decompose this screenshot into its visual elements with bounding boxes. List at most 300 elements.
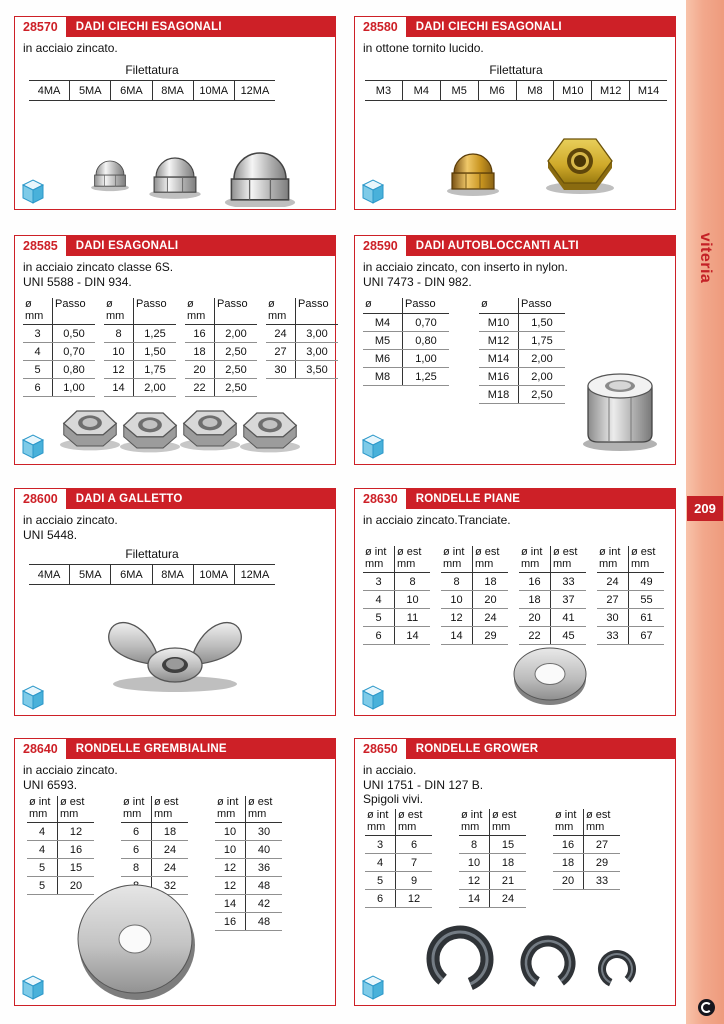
page-number-badge: 209 xyxy=(687,496,723,521)
table-cell: 14 xyxy=(215,895,246,912)
table-cell: 12MA xyxy=(240,85,270,97)
table-row xyxy=(363,368,449,386)
table-header: Filettatura xyxy=(29,547,275,565)
table-cell: 12 xyxy=(104,361,134,378)
product-description xyxy=(363,41,484,56)
table-cell: 0,70 xyxy=(415,316,437,329)
table-row xyxy=(266,343,338,361)
table-cell: 1,75 xyxy=(531,334,553,347)
table-cell: 10 xyxy=(441,591,473,608)
table-column-group xyxy=(363,298,449,404)
header-line: ø int xyxy=(555,809,577,821)
product-description xyxy=(23,41,118,56)
header-line: ø est xyxy=(398,809,423,821)
table-header-cell xyxy=(246,796,282,822)
table-cell: 16 xyxy=(69,844,83,856)
header-line: ø int xyxy=(599,546,621,558)
table-header-cell xyxy=(597,546,629,572)
table-cell: 14 xyxy=(406,630,419,642)
table-cell: 21 xyxy=(501,875,515,887)
table-cell: 3 xyxy=(23,325,53,342)
table-cell: 8MA xyxy=(153,81,194,100)
table-cell: 10MA xyxy=(194,565,235,584)
table-cell: 12 xyxy=(459,872,490,889)
product-title: RONDELLE GREMBIALINE xyxy=(75,743,227,755)
table-cell: 20 xyxy=(69,880,83,892)
table-header-cell xyxy=(363,546,395,572)
table-cell: 8 xyxy=(121,859,152,876)
table-cell: 3,00 xyxy=(306,346,328,358)
table-cell: 3,00 xyxy=(306,328,328,340)
table-cell: 2,00 xyxy=(225,328,247,340)
table-cell: 14 xyxy=(459,890,490,907)
table-header xyxy=(121,796,188,823)
header-line: ø xyxy=(268,298,275,310)
header-line: ø int xyxy=(367,809,389,821)
table-cell: 4MA xyxy=(29,81,70,100)
table-header xyxy=(363,298,449,314)
description-line: in acciaio zincato.Tranciate. xyxy=(363,513,511,527)
table-cell: 15 xyxy=(69,862,83,874)
table-column-group xyxy=(365,809,432,908)
table-cell: 4 xyxy=(23,343,53,360)
table-row xyxy=(215,859,282,877)
table-cell: 4 xyxy=(27,823,58,840)
table-header-cell xyxy=(23,298,53,324)
header-line: mm xyxy=(60,807,79,820)
table-row xyxy=(553,836,620,854)
logo-mark xyxy=(698,999,715,1016)
table-cell: 6MA xyxy=(111,81,152,100)
table-cell: 22 xyxy=(519,627,551,644)
table-cell: 24 xyxy=(266,325,296,342)
table-cell: 24 xyxy=(501,893,515,905)
header-line: ø xyxy=(187,298,194,310)
table-header-cell xyxy=(134,298,176,324)
table-cell: 0,80 xyxy=(415,334,437,347)
table-cell: 14 xyxy=(441,627,473,644)
table-cell: 12 xyxy=(215,877,246,894)
table-cell: M4 xyxy=(363,314,403,331)
fender-washer-image xyxy=(60,879,210,1004)
header-line: mm xyxy=(631,557,650,570)
table-cell: M14 xyxy=(637,85,660,97)
table-cell: 10 xyxy=(215,841,246,858)
table-row xyxy=(363,350,449,368)
description-line: in acciaio zincato. xyxy=(23,763,118,777)
table-header xyxy=(185,298,257,325)
table-row xyxy=(459,872,526,890)
table-cell: 20 xyxy=(185,361,215,378)
product-photo-lock-nut xyxy=(568,348,673,458)
header-line: ø est xyxy=(553,546,578,558)
table-header xyxy=(104,298,176,325)
table-cell: 2,00 xyxy=(531,352,553,365)
panel-dadi-ciechi-esagonali-acciaio xyxy=(14,16,336,210)
table-row xyxy=(23,325,95,343)
table-cell: 18 xyxy=(185,343,215,360)
header-line: ø int xyxy=(521,546,543,558)
panel-header xyxy=(355,739,675,759)
header-line: mm xyxy=(217,807,236,820)
product-code: 28585 xyxy=(15,236,67,256)
header-line: mm xyxy=(367,820,386,833)
product-photo-cap-nuts xyxy=(55,103,315,207)
header-line: ø est xyxy=(631,546,656,558)
product-code: 28640 xyxy=(15,739,67,759)
sidebar-category-label: viteria xyxy=(697,232,714,284)
table-cell: M10 xyxy=(479,314,519,331)
table-header-cell xyxy=(58,796,94,822)
table-cell: 1,25 xyxy=(144,328,166,340)
panel-rondelle-piane xyxy=(354,488,676,716)
table-row xyxy=(121,841,188,859)
table-cell: 36 xyxy=(257,862,271,874)
table-cell: 5 xyxy=(27,859,58,876)
product-description xyxy=(363,513,511,528)
header-line: ø xyxy=(365,298,372,310)
table-cell: 67 xyxy=(640,630,653,642)
table-header xyxy=(441,546,508,573)
table-header-cell xyxy=(215,796,246,822)
table-header-cell xyxy=(459,809,490,835)
header-line: mm xyxy=(365,557,384,570)
product-photo-hex-nuts xyxy=(50,391,300,461)
table-row xyxy=(215,841,282,859)
table-cell: 16 xyxy=(185,325,215,342)
table-header-cell xyxy=(551,546,586,572)
table-header xyxy=(365,809,432,836)
header-line: ø est xyxy=(586,809,611,821)
panel-header xyxy=(15,17,335,37)
table-cell: 22 xyxy=(185,379,215,396)
description-line: in acciaio zincato. xyxy=(23,41,118,55)
table-row xyxy=(479,386,565,404)
product-description xyxy=(23,763,118,792)
table-header xyxy=(553,809,620,836)
product-description xyxy=(23,260,173,289)
product-title: DADI CIECHI ESAGONALI xyxy=(415,21,562,33)
spring-washers-image xyxy=(405,917,655,1001)
table-cell: 33 xyxy=(562,576,575,588)
table-cell: 4MA xyxy=(29,565,70,584)
thread-size-table xyxy=(29,547,275,585)
table-row xyxy=(363,573,430,591)
table-header xyxy=(363,546,430,573)
table-cell: 6 xyxy=(410,839,418,851)
table-cell: 32 xyxy=(163,880,177,892)
description-line: in acciaio. xyxy=(363,763,417,777)
header-line: ø est xyxy=(248,796,273,808)
table-cell: 14 xyxy=(104,379,134,396)
table-cell: M5 xyxy=(363,332,403,349)
table-cell: 45 xyxy=(562,630,575,642)
table-header-cell xyxy=(519,546,551,572)
product-title: RONDELLE GROWER xyxy=(415,743,539,755)
header-line: ø int xyxy=(217,796,239,808)
table-cell: 37 xyxy=(562,594,575,606)
description-line: in acciaio zincato. xyxy=(23,513,118,527)
package-icon xyxy=(21,972,45,1000)
table-row xyxy=(363,609,430,627)
header-line: mm xyxy=(555,820,574,833)
table-cell: 30 xyxy=(597,609,629,626)
header-line: ø est xyxy=(475,546,500,558)
table-cell: 12 xyxy=(215,859,246,876)
table-cell: 5MA xyxy=(70,81,111,100)
header-line: mm xyxy=(248,807,267,820)
table-cell: 2,50 xyxy=(531,388,553,401)
table-cell: 5 xyxy=(23,361,53,378)
table-cell: 20 xyxy=(484,594,497,606)
panel-header xyxy=(355,17,675,37)
table-cell: 8 xyxy=(459,836,490,853)
panel-dadi-ciechi-esagonali-ottone xyxy=(354,16,676,210)
table-header-cell xyxy=(215,298,257,324)
table-cell: 18 xyxy=(163,826,177,838)
table-header xyxy=(266,298,338,325)
header-line: ø xyxy=(25,298,32,310)
table-header-cell xyxy=(365,809,396,835)
product-photo-spring-washers xyxy=(405,917,655,1001)
table-row xyxy=(553,872,620,890)
table-column-group xyxy=(597,546,664,645)
brass-nuts-image xyxy=(415,117,645,207)
product-photo-wing-nut xyxy=(75,594,275,704)
table-cell: M6 xyxy=(479,81,517,100)
table-cell: 4 xyxy=(365,854,396,871)
table-cell: M18 xyxy=(479,386,519,403)
header-line: Passo xyxy=(55,298,86,310)
panel-header xyxy=(15,739,335,759)
header-line: mm xyxy=(599,557,618,570)
product-code: 28580 xyxy=(355,17,407,37)
table-header-cell xyxy=(473,546,508,572)
panel-header xyxy=(15,489,335,509)
header-line: ø est xyxy=(492,809,517,821)
header-line: Passo xyxy=(521,298,552,310)
table-row xyxy=(459,890,526,908)
table-cell: M12 xyxy=(479,332,519,349)
header-line: mm xyxy=(268,309,287,322)
table-row xyxy=(363,591,430,609)
panel-dadi-a-galletto xyxy=(14,488,336,716)
table-cell: 20 xyxy=(553,872,584,889)
table-cell: 6MA xyxy=(111,565,152,584)
table-header-cell xyxy=(185,298,215,324)
table-cell: 8 xyxy=(104,325,134,342)
table-row xyxy=(479,332,565,350)
diameter-table xyxy=(365,809,620,908)
table-header-cell xyxy=(104,298,134,324)
description-line: UNI 7473 - DIN 982. xyxy=(363,274,472,289)
table-cell: 18 xyxy=(519,591,551,608)
product-title: RONDELLE PIANE xyxy=(415,493,521,505)
table-row xyxy=(441,609,508,627)
table-row xyxy=(104,343,176,361)
header-line: ø int xyxy=(123,796,145,808)
table-row xyxy=(365,854,432,872)
table-cell: 30 xyxy=(266,361,296,378)
description-line: UNI 5588 - DIN 934. xyxy=(23,274,132,289)
table-cell: 10 xyxy=(459,854,490,871)
header-line: ø est xyxy=(397,546,422,558)
description-line: in ottone tornito lucido. xyxy=(363,41,484,55)
table-cell: 16 xyxy=(553,836,584,853)
product-description xyxy=(23,513,118,542)
header-line: mm xyxy=(154,807,173,820)
table-cell: 3 xyxy=(365,836,396,853)
diameter-table xyxy=(363,546,664,645)
table-header-cell xyxy=(266,298,296,324)
table-row xyxy=(185,361,257,379)
product-title: DADI A GALLETTO xyxy=(75,493,183,505)
product-photo-flat-washer xyxy=(495,641,605,711)
table-header-cell xyxy=(121,796,152,822)
panel-header xyxy=(15,236,335,256)
flat-washer-image xyxy=(495,641,605,711)
table-cell: M14 xyxy=(479,350,519,367)
table-row xyxy=(215,877,282,895)
table-cell: 33 xyxy=(597,627,629,644)
table-row xyxy=(365,81,667,101)
product-title: DADI AUTOBLOCCANTI ALTI xyxy=(415,240,579,252)
table-cell: 2,00 xyxy=(144,382,166,394)
table-column-group xyxy=(185,298,257,397)
cap-nuts-image xyxy=(55,103,315,207)
header-line: Passo xyxy=(217,298,248,310)
table-cell: 5 xyxy=(363,609,395,626)
header-line: Passo xyxy=(136,298,167,310)
diameter-pitch-table xyxy=(363,298,565,404)
table-column-group xyxy=(479,298,565,404)
table-row xyxy=(479,350,565,368)
table-row xyxy=(597,573,664,591)
product-code: 28570 xyxy=(15,17,67,37)
table-cell: 18 xyxy=(484,576,497,588)
table-cell: 6 xyxy=(23,379,53,396)
table-row xyxy=(266,325,338,343)
header-line: ø est xyxy=(60,796,85,808)
header-line: ø xyxy=(481,298,488,310)
package-icon xyxy=(361,682,385,710)
thread-size-table xyxy=(365,63,667,101)
wing-nut-image xyxy=(75,594,275,704)
table-row xyxy=(215,823,282,841)
description-line: in acciaio zincato classe 6S. xyxy=(23,260,174,274)
table-row xyxy=(29,565,275,585)
table-cell: M10 xyxy=(554,81,592,100)
table-cell: 41 xyxy=(562,612,575,624)
table-column-group xyxy=(459,809,526,908)
table-cell: 9 xyxy=(410,875,418,887)
table-cell: 33 xyxy=(595,875,609,887)
header-line: mm xyxy=(492,820,511,833)
table-cell: 12 xyxy=(407,893,421,905)
table-cell: 20 xyxy=(519,609,551,626)
product-description xyxy=(363,260,568,289)
table-cell: 27 xyxy=(266,343,296,360)
table-cell: M12 xyxy=(592,81,630,100)
table-cell: 29 xyxy=(484,630,497,642)
header-line: Passo xyxy=(298,298,329,310)
header-line: Passo xyxy=(405,298,436,310)
table-row xyxy=(27,823,94,841)
description-line: UNI 5448. xyxy=(23,527,78,542)
table-row xyxy=(365,872,432,890)
table-column-group xyxy=(215,796,282,931)
table-row xyxy=(597,627,664,645)
table-header-cell xyxy=(441,546,473,572)
header-line: mm xyxy=(106,309,125,322)
table-row xyxy=(363,332,449,350)
table-cell: 1,00 xyxy=(415,352,437,365)
table-cell: M8 xyxy=(363,368,403,385)
table-column-group xyxy=(266,298,338,397)
table-header-cell xyxy=(395,546,430,572)
table-cell: 16 xyxy=(215,913,246,930)
table-cell: 0,80 xyxy=(63,364,85,376)
table-row xyxy=(363,314,449,332)
header-line: mm xyxy=(25,309,44,322)
description-line: UNI 6593. xyxy=(23,777,78,792)
table-column-group xyxy=(363,546,430,645)
description-line: in acciaio zincato, con inserto in nylon. xyxy=(363,260,568,274)
table-cell: 1,25 xyxy=(415,370,437,383)
table-column-group xyxy=(441,546,508,645)
table-row xyxy=(266,361,338,379)
table-cell: M8 xyxy=(517,81,555,100)
table-header-cell xyxy=(584,809,620,835)
table-header-cell xyxy=(363,298,403,313)
table-cell: 48 xyxy=(257,916,271,928)
table-header-cell xyxy=(27,796,58,822)
product-title: DADI ESAGONALI xyxy=(75,240,179,252)
table-cell: 29 xyxy=(595,857,609,869)
table-row xyxy=(519,609,586,627)
table-cell: 8 xyxy=(409,576,416,588)
hex-nuts-image xyxy=(50,391,300,461)
table-column-group xyxy=(23,298,95,397)
table-cell: 24 xyxy=(597,573,629,590)
table-header xyxy=(479,298,565,314)
table-row xyxy=(121,859,188,877)
table-cell: 40 xyxy=(257,844,271,856)
table-cell: 12 xyxy=(441,609,473,626)
table-row xyxy=(121,823,188,841)
table-cell: 55 xyxy=(640,594,653,606)
table-cell: 2,50 xyxy=(225,364,247,376)
table-cell: 0,50 xyxy=(63,328,85,340)
table-column-group xyxy=(553,809,620,908)
header-line: mm xyxy=(443,557,462,570)
table-header xyxy=(215,796,282,823)
table-header-cell xyxy=(553,809,584,835)
table-cell: 27 xyxy=(597,591,629,608)
diameter-pitch-table xyxy=(23,298,338,397)
package-icon xyxy=(361,176,385,204)
table-cell: 3 xyxy=(363,573,395,590)
table-cell: 1,00 xyxy=(63,382,85,394)
table-cell: M3 xyxy=(365,81,403,100)
table-row xyxy=(597,609,664,627)
table-header-cell xyxy=(296,298,338,324)
table-cell: 42 xyxy=(257,898,271,910)
table-header xyxy=(23,298,95,325)
table-column-group xyxy=(104,298,176,397)
table-cell: 6 xyxy=(363,627,395,644)
table-header-cell xyxy=(403,298,449,313)
